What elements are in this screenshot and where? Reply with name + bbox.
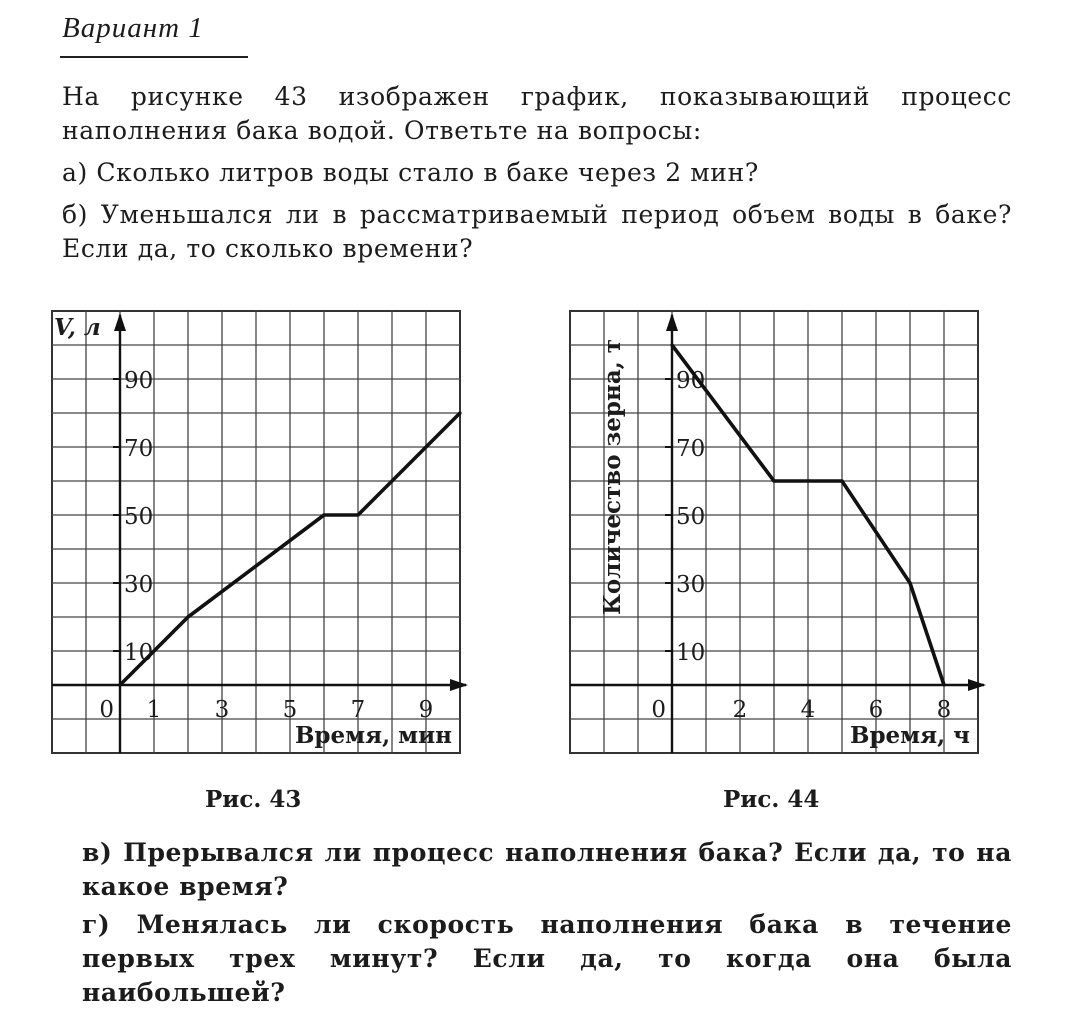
y-tick-label: 10 [124,640,154,666]
question-v: в) Прерывался ли процесс наполнения бака? Если да, то на какое время? [82,838,1012,901]
y-tick-label: 10 [676,640,706,666]
y-axis-arrow [114,313,126,331]
task-intro: На рисунке 43 изображен график, показывающий процесс наполнения бака водой. Ответьте на вопросы: [62,82,1012,145]
y-tick-label: 30 [676,572,706,598]
y-tick-label: 70 [124,436,154,462]
origin-label: 0 [651,697,666,723]
x-tick-label: 6 [868,697,884,723]
question-g: г) Менялась ли скорость наполнения бака в течение первых трех минут? Если да, то когда она была наибольшей? [82,910,1012,1007]
x-tick-label: 7 [350,697,366,723]
y-axis-arrow [666,313,678,331]
data-point [670,343,673,346]
data-point [908,581,911,584]
variant-underline [60,56,248,58]
data-point [118,683,121,686]
question-a: а) Сколько литров воды стало в баке через 2 мин? [62,158,759,187]
y-tick-label: 90 [676,368,706,394]
y-tick-label: 50 [676,504,706,530]
data-point [458,411,461,414]
figure-44-caption: Рис. 44 [723,786,820,813]
x-tick-label: 1 [146,697,162,723]
y-axis-label: Количество зерна, т [599,339,626,615]
x-tick-label: 3 [214,697,230,723]
question-b: б) Уменьшался ли в рассматриваемый период объем воды в баке? Если да, то сколько времени? [62,200,1012,263]
figure-44-chart [560,295,990,770]
data-point [772,479,775,482]
y-tick-label: 90 [124,368,154,394]
x-tick-label: 8 [936,697,952,723]
y-tick-label: 70 [676,436,706,462]
x-tick-label: 2 [732,697,748,723]
data-point [186,615,189,618]
x-axis-label: Время, мин [294,722,452,749]
data-point [322,513,325,516]
variant-title: Вариант 1 [62,12,204,44]
y-tick-label: 50 [124,504,154,530]
data-point [942,683,945,686]
data-point [840,479,843,482]
x-tick-label: 9 [418,697,434,723]
origin-label: 0 [99,697,114,723]
data-point [356,513,359,516]
y-tick-label: 30 [124,572,154,598]
x-axis-label: Время, ч [850,722,970,749]
y-axis-label: V, л [54,314,101,341]
figure-43-chart [40,295,480,770]
x-tick-label: 4 [800,697,816,723]
figure-43-caption: Рис. 43 [205,786,302,813]
x-tick-label: 5 [282,697,298,723]
